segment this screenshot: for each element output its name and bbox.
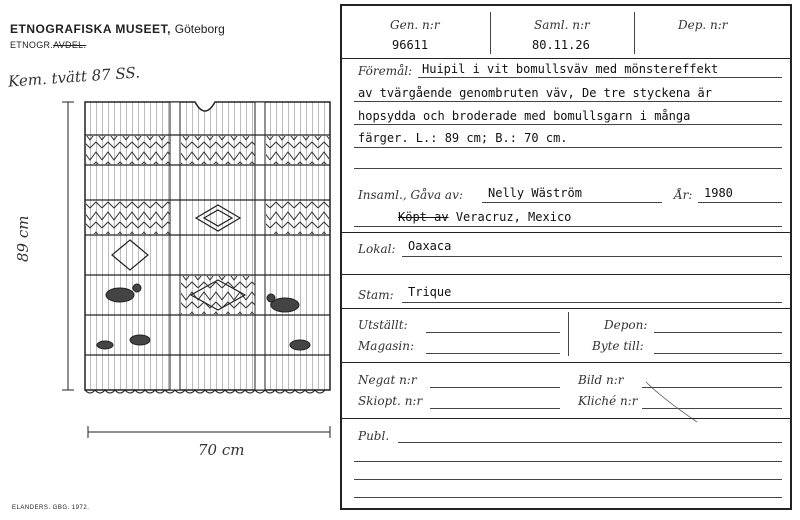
ar-value: 1980 [704,186,733,200]
pencil-stroke [642,378,702,428]
depon-label: Depon: [604,318,648,332]
height-label: 89 cm [14,215,32,262]
foremal-label: Föremål: [358,64,413,78]
negat-label: Negat n:r [358,373,417,387]
foremal-line-1: Huipil i vit bomullsväv med mönstereffekt [422,62,719,76]
catalog-card [340,4,792,510]
huipil-drawing [30,90,340,470]
lokal-label: Lokal: [358,242,396,256]
saml-label: Saml. n:r [534,18,590,32]
magasin-label: Magasin: [358,339,415,353]
struck-place-prefix: Köpt av [398,210,449,224]
handwritten-note: Kem. tvätt 87 SS. [7,63,141,91]
insaml-label: Insaml., Gåva av: [358,188,463,202]
gen-value: 96611 [392,38,429,52]
struck-department: AVDEL. [53,40,87,50]
utstallt-label: Utställt: [358,318,408,332]
printer-footer: ELANDERS. GBG. 1972. [12,505,90,511]
bild-label: Bild n:r [578,373,624,387]
stam-value: Trique [408,285,452,299]
byte-label: Byte till: [592,339,644,353]
department-line: ETNOGR.AVDEL. [10,40,87,50]
place-value: Veracruz, Mexico [455,210,572,224]
foremal-line-2: av tvärgående genombruten väv, De tre styckena är [358,86,713,100]
gen-label: Gen. n:r [390,18,440,32]
dep-label: Dep. n:r [678,18,728,32]
museum-name: ETNOGRAFISKA MUSEET, Göteborg [10,22,225,36]
museum-city: Göteborg [174,22,225,36]
publ-label: Publ. [358,429,390,443]
saml-value: 80.11.26 [532,38,590,52]
ar-label: År: [674,188,693,202]
insaml-value: Nelly Wäström [488,186,582,200]
place-line [398,210,571,224]
foremal-line-4: färger. L.: 89 cm; B.: 70 cm. [358,131,568,145]
skiopt-label: Skiopt. n:r [358,394,423,408]
lokal-value: Oaxaca [408,239,452,253]
kliche-label: Kliché n:r [578,394,638,408]
foremal-line-3: hopsydda och broderade med bomullsgarn i många [358,109,691,123]
stam-label: Stam: [358,288,394,302]
width-label: 70 cm [198,441,245,459]
